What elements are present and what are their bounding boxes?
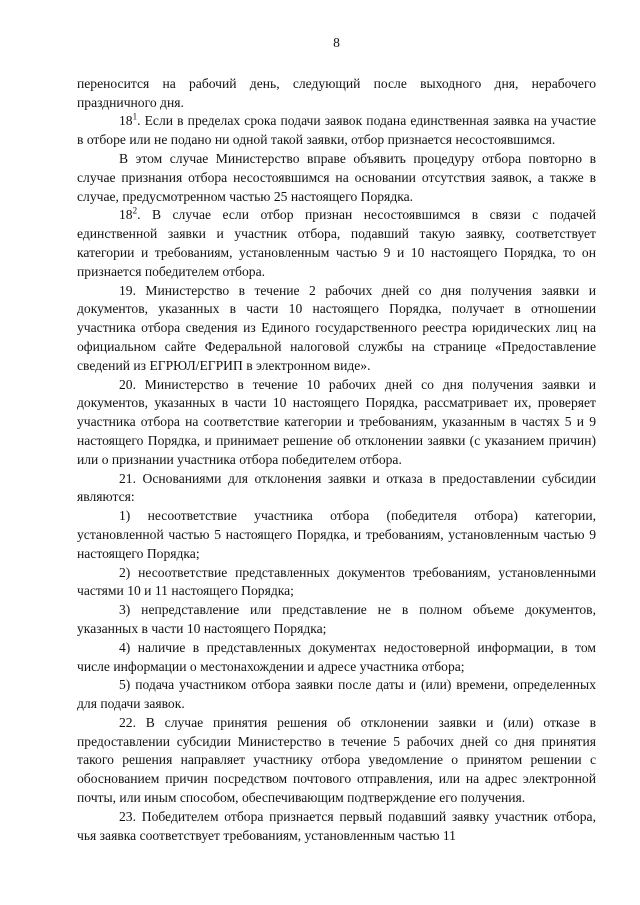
document-page bbox=[77, 34, 596, 845]
paragraph-22: 22. В случае принятия решения об отклонении заявки и (или) отказе в предоставлении субсидии Министерство в течение 5 рабочих дней со дня принятия такого решения направляет участнику отбора уведомление о принятом решении с обоснованием причин посредством почтового отправления, или на адрес электронной почты, или иным способом, обеспечивающим подтверждение его получения. bbox=[77, 714, 596, 806]
paragraph-number: 18 bbox=[119, 113, 133, 129]
paragraph-21: 21. Основаниями для отклонения заявки и отказа в предоставлении субсидии являются: bbox=[77, 470, 596, 505]
paragraph-repeat-procedure: В этом случае Министерство вправе объявить процедуру отбора повторно в случае признания отбора несостоявшимся на основании отсутствия заявок, а также в случае, предусмотренном частью 25 настоящего Порядка. bbox=[77, 150, 596, 204]
list-item-1: 1) несоответствие участника отбора (победителя отбора) категории, установленной частью 5 настоящего Порядка, и требованиям, установленным частью 9 настоящего Порядка; bbox=[77, 508, 596, 561]
page-number: 8 bbox=[333, 35, 340, 50]
paragraph-number: 18 bbox=[119, 207, 133, 223]
paragraph-continuation: переносится на рабочий день, следующий после выходного дня, нерабочего праздничного дня. bbox=[77, 75, 596, 110]
superscript: 1 bbox=[132, 111, 138, 122]
paragraph-20: 20. Министерство в течение 10 рабочих дней со дня получения заявки и документов, указанных в части 10 настоящего Порядка, рассматривает их, проверяет участника отбора на соответствие категории и требованиям, указанным в частях 5 и 9 настоящего Порядка, и принимает решение об отклонении заявки (с указанием причин) или о признании участника отбора победителем отбора. bbox=[77, 376, 596, 467]
paragraph-text: . В случае если отбор признан несостоявшимся в связи с подачей единственной заявки и участник отбора, подавший такую заявку, соответствует категории и требованиям, установленным частью 9 и 10 настоящего Порядка, то он признается победителем отбора. bbox=[77, 207, 596, 279]
list-item-4: 4) наличие в представленных документах недостоверной информации, в том числе информации о местонахождении и адресе участника отбора; bbox=[77, 639, 596, 674]
paragraph-23: 23. Победителем отбора признается первый подавший заявку участник отбора, чья заявка соответствует требованиям, установленным частью 11 bbox=[77, 808, 596, 843]
list-item-2: 2) несоответствие представленных документов требованиям, установленными частями 10 и 11 настоящего Порядка; bbox=[77, 564, 596, 599]
paragraph-18-2 bbox=[77, 206, 596, 281]
paragraph-18-1 bbox=[77, 112, 596, 150]
paragraph-19: 19. Министерство в течение 2 рабочих дней со дня получения заявки и документов, указанных в части 10 настоящего Порядка, получает в отношении участника отбора сведения из Единого государственного реестра юридических лиц на официальном сайте Федеральной налоговой службы на странице «Предоставление сведений из ЕГРЮЛ/ЕГРИП в электронном виде». bbox=[77, 282, 596, 373]
paragraph-text: . Если в пределах срока подачи заявок подана единственная заявка на участие в отборе или не подано ни одной такой заявки, отбор признается несостоявшимся. bbox=[77, 113, 596, 148]
superscript: 2 bbox=[132, 205, 138, 216]
list-item-3: 3) непредставление или представление не в полном объеме документов, указанных в части 10 настоящего Порядка; bbox=[77, 602, 596, 636]
list-item-5: 5) подача участником отбора заявки после даты и (или) времени, определенных для подачи заявок. bbox=[77, 677, 596, 712]
